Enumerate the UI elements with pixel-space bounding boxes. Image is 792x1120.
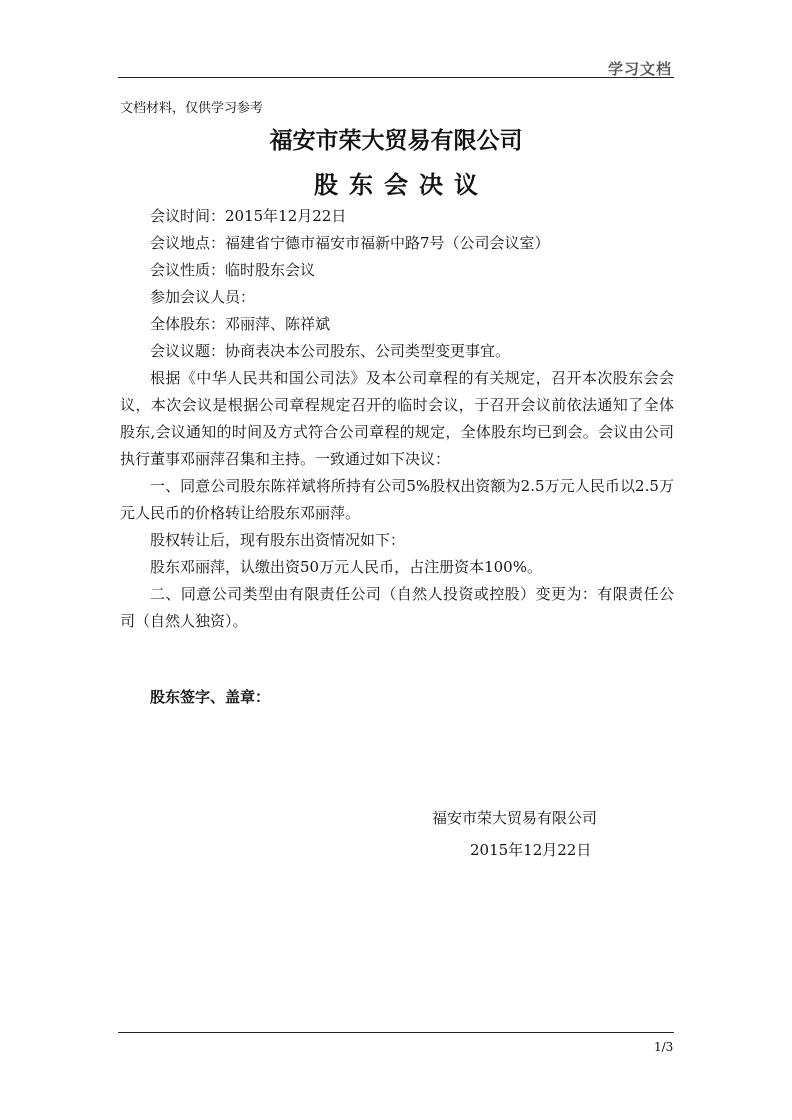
post-transfer-label: 股权转让后，现有股东出资情况如下： xyxy=(150,531,406,549)
attendees-label: 参加会议人员： xyxy=(150,288,256,306)
document-title: 股东会决议 xyxy=(314,170,489,199)
footer-divider xyxy=(118,1032,674,1033)
resolution-item-1: 一、同意公司股东陈祥斌将所持有公司5%股权出资额为2.5万元人民币以2.5万元人民币的价格转让给股东邓丽萍。 xyxy=(120,477,674,522)
meeting-topic: 会议议题：协商表决本公司股东、公司类型变更事宜。 xyxy=(150,342,511,360)
header-label: 学习文档 xyxy=(608,60,673,78)
meeting-time: 会议时间：2015年12月22日 xyxy=(150,207,347,225)
signature-heading: 股东签字、盖章： xyxy=(150,688,271,706)
meeting-basis-paragraph: 根据《中华人民共和国公司法》及本公司章程的有关规定，召开本次股东会会议，本次会议是根据公司章程规定召开的临时会议，于召开会议前依法通知了全体股东,会议通知的时间及方式符合公司章程的规定，全体股东均已到会。会议由公司执行董事邓丽萍召集和主持。一致通过如下决议： xyxy=(120,369,674,468)
header-divider xyxy=(118,77,674,78)
resolution-item-2: 二、同意公司类型由有限责任公司（自然人投资或控股）变更为：有限责任公司（自然人独资）。 xyxy=(120,585,674,630)
signature-date: 2015年12月22日 xyxy=(470,841,592,859)
resolution-body xyxy=(120,203,674,635)
meeting-nature: 会议性质：临时股东会议 xyxy=(150,261,316,279)
study-note: 文档材料，仅供学习参考 xyxy=(120,101,264,116)
company-title: 福安市荣大贸易有限公司 xyxy=(269,127,523,154)
page-number: 1/3 xyxy=(654,1040,674,1054)
signature-company: 福安市荣大贸易有限公司 xyxy=(432,809,598,827)
meeting-location: 会议地点：福建省宁德市福安市福新中路7号（公司会议室） xyxy=(150,234,550,252)
all-shareholders: 全体股东：邓丽萍、陈祥斌 xyxy=(150,315,331,333)
shareholder-contribution: 股东邓丽萍，认缴出资50万元人民币，占注册资本100%。 xyxy=(150,558,542,576)
